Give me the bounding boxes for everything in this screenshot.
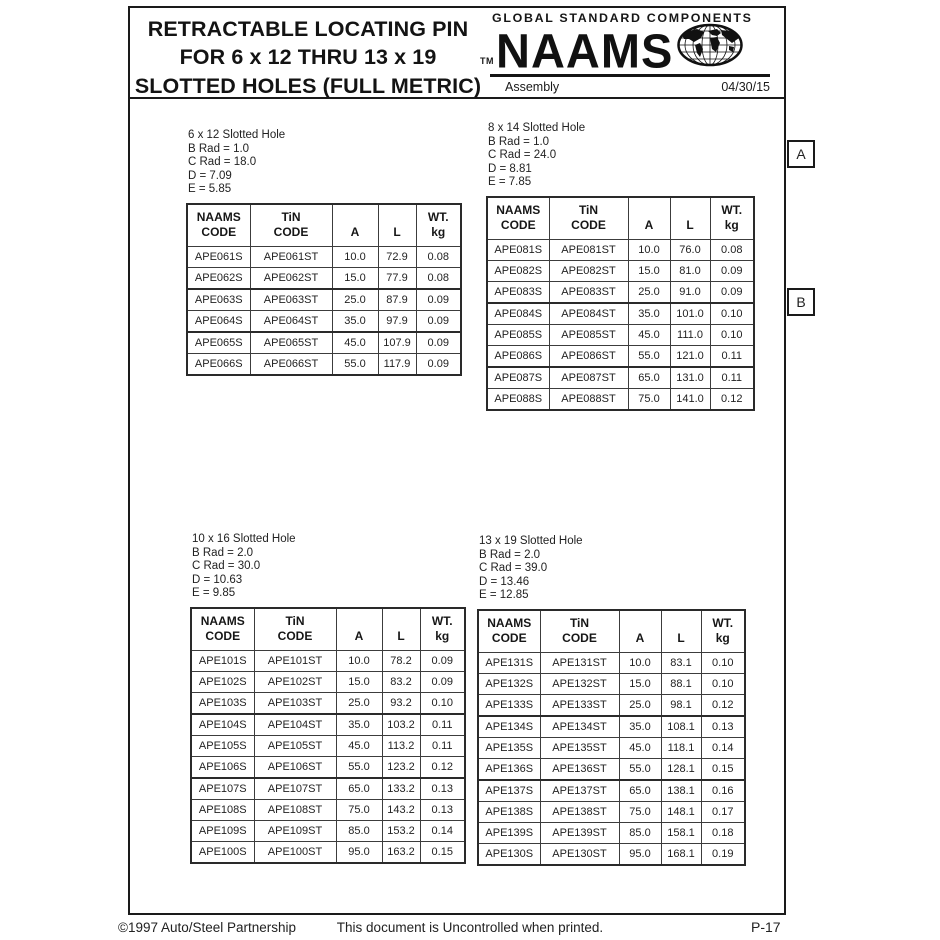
cell: APE132S: [478, 673, 540, 694]
cell: APE061ST: [250, 246, 332, 267]
cell: 0.11: [710, 367, 754, 389]
cell: 148.1: [661, 801, 701, 822]
cell: APE132ST: [540, 673, 619, 694]
cell: APE105S: [191, 735, 254, 756]
hole-size-label: 13 x 19 Slotted Hole: [479, 535, 583, 547]
cell: 0.10: [420, 692, 465, 714]
cell: 158.1: [661, 822, 701, 843]
cell: APE136S: [478, 758, 540, 780]
cell: 101.0: [670, 303, 710, 325]
spec-line: E = 7.85: [488, 176, 532, 189]
cell: APE137S: [478, 780, 540, 802]
table-row: [478, 673, 745, 694]
cell: APE101ST: [254, 650, 336, 671]
table-row: [191, 820, 465, 841]
cell: APE109S: [191, 820, 254, 841]
cell: 65.0: [628, 367, 670, 389]
spec-line: B Rad = 1.0: [188, 142, 250, 155]
cell: 0.16: [701, 780, 745, 802]
col-tin-code: TiN CODE: [250, 204, 332, 247]
cell: 98.1: [661, 694, 701, 716]
table-row: [487, 367, 754, 389]
col-wt: WT. kg: [710, 197, 754, 240]
cell: 75.0: [336, 799, 382, 820]
table-row: [487, 388, 754, 410]
globe-icon: [677, 23, 743, 72]
cell: 85.0: [336, 820, 382, 841]
cell: APE107S: [191, 778, 254, 800]
cell: 55.0: [332, 353, 378, 375]
cell: 25.0: [628, 281, 670, 303]
cell: APE139ST: [540, 822, 619, 843]
spec-line: C Rad = 30.0: [192, 560, 261, 573]
cell: APE065S: [187, 332, 250, 354]
cell: 75.0: [628, 388, 670, 410]
table-group-10x16: [190, 533, 466, 864]
table-row: [487, 260, 754, 281]
cell: 0.11: [420, 714, 465, 736]
trademark-symbol: TM: [480, 56, 494, 66]
cell: 0.09: [710, 260, 754, 281]
cell: APE081S: [487, 239, 549, 260]
cell: 0.14: [701, 737, 745, 758]
cell: 15.0: [332, 267, 378, 289]
cell: 95.0: [336, 841, 382, 863]
table-row: [191, 799, 465, 820]
cell: APE108S: [191, 799, 254, 820]
uncontrolled-notice: This document is Uncontrolled when printed.: [336, 920, 604, 935]
brand-row: [480, 23, 772, 78]
header-row: [191, 608, 465, 651]
cell: 138.1: [661, 780, 701, 802]
col-wt: WT. kg: [416, 204, 461, 247]
page-number: P-17: [751, 919, 781, 935]
cell: 0.17: [701, 801, 745, 822]
cell: 76.0: [670, 239, 710, 260]
spec-line: E = 9.85: [192, 587, 236, 600]
cell: APE106S: [191, 756, 254, 778]
col-l: L: [670, 197, 710, 240]
cell: 113.2: [382, 735, 420, 756]
cell: APE066ST: [250, 353, 332, 375]
cell: 0.08: [710, 239, 754, 260]
table-row: [487, 345, 754, 367]
header-row: [478, 610, 745, 653]
cell: APE084S: [487, 303, 549, 325]
cell: 75.0: [619, 801, 661, 822]
cell: APE062ST: [250, 267, 332, 289]
cell: APE081ST: [549, 239, 628, 260]
col-tin-code: TiN CODE: [549, 197, 628, 240]
cell: APE082ST: [549, 260, 628, 281]
cell: 111.0: [670, 324, 710, 345]
cell: APE134S: [478, 716, 540, 738]
brand-meta: [480, 77, 772, 94]
cell: 0.13: [420, 799, 465, 820]
col-naams-code: NAAMS CODE: [187, 204, 250, 247]
cell: 55.0: [628, 345, 670, 367]
cell: APE062S: [187, 267, 250, 289]
cell: APE137ST: [540, 780, 619, 802]
cell: APE130S: [478, 843, 540, 865]
cell: 0.09: [416, 310, 461, 332]
cell: APE086S: [487, 345, 549, 367]
cell: 0.09: [416, 289, 461, 311]
col-wt: WT. kg: [420, 608, 465, 651]
table-row: [191, 735, 465, 756]
cell: 10.0: [336, 650, 382, 671]
table-row: [191, 778, 465, 800]
table-group-6x12: [186, 129, 462, 376]
cell: APE063S: [187, 289, 250, 311]
spec-line: D = 7.09: [188, 169, 232, 182]
cell: 0.09: [420, 671, 465, 692]
cell: APE133ST: [540, 694, 619, 716]
copyright-text: ©1997 Auto/Steel Partnership: [118, 920, 297, 935]
cell: APE085ST: [549, 324, 628, 345]
table-row: [187, 353, 461, 375]
cell: APE138ST: [540, 801, 619, 822]
cell: 77.9: [378, 267, 416, 289]
cell: 0.09: [416, 332, 461, 354]
cell: 141.0: [670, 388, 710, 410]
cell: 93.2: [382, 692, 420, 714]
table-row: [478, 780, 745, 802]
table-row: [191, 692, 465, 714]
cell: 0.09: [710, 281, 754, 303]
cell: APE102ST: [254, 671, 336, 692]
table-row: [478, 716, 745, 738]
cell: 133.2: [382, 778, 420, 800]
table-row: [187, 246, 461, 267]
cell: APE138S: [478, 801, 540, 822]
cell: 10.0: [628, 239, 670, 260]
spec-line: E = 12.85: [479, 589, 529, 602]
cell: APE108ST: [254, 799, 336, 820]
parts-table-6x12: [186, 203, 462, 376]
cell: APE082S: [487, 260, 549, 281]
cell: APE100S: [191, 841, 254, 863]
cell: 0.09: [416, 353, 461, 375]
col-l: L: [382, 608, 420, 651]
cell: APE104S: [191, 714, 254, 736]
table-row: [487, 239, 754, 260]
cell: 0.12: [701, 694, 745, 716]
cell: APE083ST: [549, 281, 628, 303]
cell: 0.15: [701, 758, 745, 780]
cell: 123.2: [382, 756, 420, 778]
cell: APE065ST: [250, 332, 332, 354]
cell: 10.0: [332, 246, 378, 267]
table-row: [191, 714, 465, 736]
cell: 97.9: [378, 310, 416, 332]
cell: 108.1: [661, 716, 701, 738]
cell: 0.13: [701, 716, 745, 738]
col-wt: WT. kg: [701, 610, 745, 653]
spec-line: E = 5.85: [188, 183, 232, 196]
table-row: [478, 843, 745, 865]
cell: APE105ST: [254, 735, 336, 756]
cell: 65.0: [336, 778, 382, 800]
col-a: A: [628, 197, 670, 240]
brand-name: NAAMS: [496, 23, 674, 78]
col-tin-code: TiN CODE: [254, 608, 336, 651]
table-row: [191, 841, 465, 863]
cell: 25.0: [336, 692, 382, 714]
table-row: [478, 822, 745, 843]
cell: 55.0: [336, 756, 382, 778]
cell: APE133S: [478, 694, 540, 716]
table-group-8x14: [486, 122, 755, 411]
cell: APE086ST: [549, 345, 628, 367]
spec-line: C Rad = 39.0: [479, 562, 548, 575]
hole-size-label: 8 x 14 Slotted Hole: [488, 122, 586, 134]
cell: 15.0: [628, 260, 670, 281]
cell: 0.14: [420, 820, 465, 841]
cell: 0.10: [701, 652, 745, 673]
cell: 121.0: [670, 345, 710, 367]
cell: 78.2: [382, 650, 420, 671]
table-row: [487, 303, 754, 325]
table-row: [187, 310, 461, 332]
table-row: [478, 758, 745, 780]
cell: 0.10: [710, 303, 754, 325]
cell: APE136ST: [540, 758, 619, 780]
cell: APE139S: [478, 822, 540, 843]
cell: 163.2: [382, 841, 420, 863]
cell: APE103ST: [254, 692, 336, 714]
table-row: [191, 671, 465, 692]
cell: APE135ST: [540, 737, 619, 758]
cell: 107.9: [378, 332, 416, 354]
cell: 168.1: [661, 843, 701, 865]
cell: APE088S: [487, 388, 549, 410]
hole-size-label: 10 x 16 Slotted Hole: [192, 533, 296, 545]
cell: APE134ST: [540, 716, 619, 738]
cell: 0.11: [710, 345, 754, 367]
title-line-2: FOR 6 x 12 THRU 13 x 19: [179, 45, 437, 70]
col-a: A: [336, 608, 382, 651]
cell: APE104ST: [254, 714, 336, 736]
cell: 81.0: [670, 260, 710, 281]
cell: 15.0: [336, 671, 382, 692]
cell: 72.9: [378, 246, 416, 267]
table-row: [187, 267, 461, 289]
cell: 35.0: [336, 714, 382, 736]
zone-marker-a: [787, 140, 815, 168]
cell: 65.0: [619, 780, 661, 802]
page-title: [134, 15, 482, 100]
cell: APE103S: [191, 692, 254, 714]
header-row: [187, 204, 461, 247]
cell: 0.12: [420, 756, 465, 778]
table-row: [191, 756, 465, 778]
col-naams-code: NAAMS CODE: [487, 197, 549, 240]
hole-size-label: 6 x 12 Slotted Hole: [188, 129, 286, 141]
cell: APE087S: [487, 367, 549, 389]
table-annotation: [488, 122, 755, 190]
brand-tagline: GLOBAL STANDARD COMPONENTS: [492, 11, 753, 25]
cell: 103.2: [382, 714, 420, 736]
spec-line: D = 13.46: [479, 575, 530, 588]
cell: 0.11: [420, 735, 465, 756]
cell: 0.18: [701, 822, 745, 843]
cell: 45.0: [332, 332, 378, 354]
zone-marker-a-label: A: [796, 146, 806, 162]
cell: 0.08: [416, 246, 461, 267]
col-a: A: [619, 610, 661, 653]
cell: 95.0: [619, 843, 661, 865]
naams-logo-block: [480, 11, 772, 94]
cell: 35.0: [628, 303, 670, 325]
cell: 128.1: [661, 758, 701, 780]
parts-table-8x14: [486, 196, 755, 411]
table-row: [478, 737, 745, 758]
cell: APE131S: [478, 652, 540, 673]
cell: APE064ST: [250, 310, 332, 332]
parts-table-13x19: [477, 609, 746, 866]
table-row: [478, 801, 745, 822]
cell: 117.9: [378, 353, 416, 375]
spec-line: D = 8.81: [488, 162, 532, 175]
cell: 10.0: [619, 652, 661, 673]
cell: 91.0: [670, 281, 710, 303]
cell: APE131ST: [540, 652, 619, 673]
table-row: [478, 694, 745, 716]
zone-marker-b-label: B: [796, 294, 806, 310]
cell: APE106ST: [254, 756, 336, 778]
cell: APE066S: [187, 353, 250, 375]
cell: 0.08: [416, 267, 461, 289]
table-row: [187, 332, 461, 354]
cell: 25.0: [332, 289, 378, 311]
table-row: [478, 652, 745, 673]
header-row: [487, 197, 754, 240]
col-a: A: [332, 204, 378, 247]
category-label: Assembly: [505, 80, 560, 94]
cell: 35.0: [619, 716, 661, 738]
table-annotation: [188, 129, 462, 197]
cell: APE109ST: [254, 820, 336, 841]
cell: 83.2: [382, 671, 420, 692]
cell: 0.13: [420, 778, 465, 800]
table-annotation: [192, 533, 466, 601]
cell: 118.1: [661, 737, 701, 758]
cell: 35.0: [332, 310, 378, 332]
spec-line: B Rad = 1.0: [488, 135, 550, 148]
cell: 55.0: [619, 758, 661, 780]
table-row: [187, 289, 461, 311]
cell: 87.9: [378, 289, 416, 311]
table-row: [487, 324, 754, 345]
cell: APE100ST: [254, 841, 336, 863]
cell: APE107ST: [254, 778, 336, 800]
cell: 45.0: [619, 737, 661, 758]
cell: 15.0: [619, 673, 661, 694]
cell: 25.0: [619, 694, 661, 716]
cell: 131.0: [670, 367, 710, 389]
cell: 0.09: [420, 650, 465, 671]
spec-line: C Rad = 24.0: [488, 149, 557, 162]
table-group-13x19: [477, 535, 746, 866]
document-header: [130, 8, 784, 99]
col-naams-code: NAAMS CODE: [191, 608, 254, 651]
cell: 153.2: [382, 820, 420, 841]
parts-table-10x16: [190, 607, 466, 864]
cell: APE064S: [187, 310, 250, 332]
cell: 85.0: [619, 822, 661, 843]
col-naams-code: NAAMS CODE: [478, 610, 540, 653]
cell: 0.19: [701, 843, 745, 865]
revision-date: 04/30/15: [721, 80, 770, 94]
cell: APE061S: [187, 246, 250, 267]
cell: APE084ST: [549, 303, 628, 325]
spec-line: B Rad = 2.0: [479, 548, 541, 561]
table-row: [191, 650, 465, 671]
cell: 88.1: [661, 673, 701, 694]
col-l: L: [378, 204, 416, 247]
zone-marker-b: [787, 288, 815, 316]
spec-line: C Rad = 18.0: [188, 156, 257, 169]
cell: 45.0: [628, 324, 670, 345]
cell: 83.1: [661, 652, 701, 673]
title-line-1: RETRACTABLE LOCATING PIN: [147, 17, 469, 41]
title-line-3: SLOTTED HOLES (FULL METRIC): [134, 73, 482, 98]
spec-line: B Rad = 2.0: [192, 546, 254, 559]
cell: APE101S: [191, 650, 254, 671]
cell: APE085S: [487, 324, 549, 345]
table-row: [487, 281, 754, 303]
cell: APE087ST: [549, 367, 628, 389]
cell: 0.10: [701, 673, 745, 694]
spec-line: D = 10.63: [192, 573, 243, 586]
cell: 143.2: [382, 799, 420, 820]
col-tin-code: TiN CODE: [540, 610, 619, 653]
col-l: L: [661, 610, 701, 653]
cell: APE088ST: [549, 388, 628, 410]
cell: APE130ST: [540, 843, 619, 865]
cell: APE063ST: [250, 289, 332, 311]
table-annotation: [479, 535, 746, 603]
cell: 0.15: [420, 841, 465, 863]
cell: 0.12: [710, 388, 754, 410]
cell: 0.10: [710, 324, 754, 345]
cell: APE135S: [478, 737, 540, 758]
cell: 45.0: [336, 735, 382, 756]
cell: APE102S: [191, 671, 254, 692]
cell: APE083S: [487, 281, 549, 303]
